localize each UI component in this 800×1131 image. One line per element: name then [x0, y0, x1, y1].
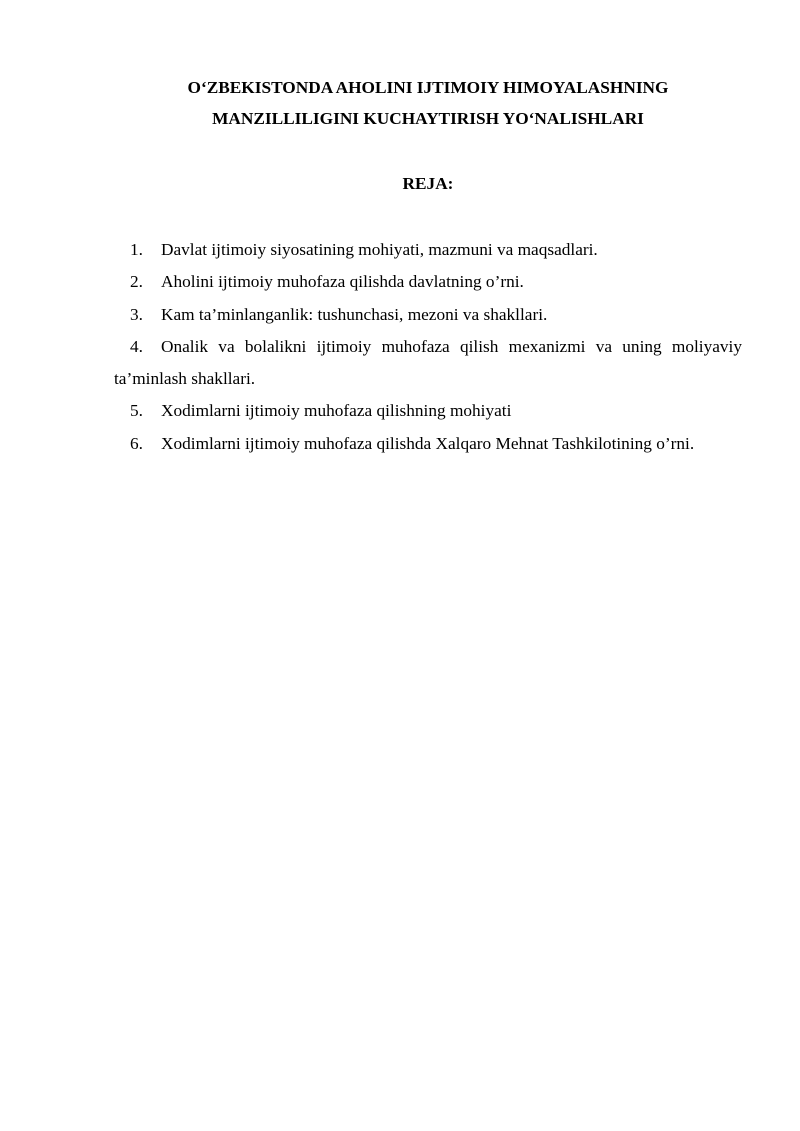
plan-item-number: 5. [130, 401, 143, 421]
plan-item-number: 2. [130, 272, 143, 292]
plan-list [114, 234, 742, 460]
plan-item-text: Kam ta’minlanganlik: tushunchasi, mezoni va shakllari. [161, 304, 548, 324]
plan-item-number: 1. [130, 240, 143, 259]
plan-item-text: Onalik va bolalikni ijtimoiy muhofaza qilish mexanizmi va uning moliyaviy ta’minlash shakllari. [114, 336, 742, 389]
plan-item [114, 299, 742, 331]
plan-heading: REJA: [402, 174, 454, 193]
plan-item [114, 331, 742, 396]
plan-item [114, 266, 742, 298]
plan-item-text: Xodimlarni ijtimoiy muhofaza qilishda Xalqaro Mehnat Tashkilotining o’rni. [161, 433, 695, 453]
title-line-2: MANZILLILIGINI KUCHAYTIRISH YO‘NALISHLARI [212, 109, 644, 128]
plan-item [114, 428, 742, 460]
plan-item-text: Davlat ijtimoiy siyosatining mohiyati, mazmuni va maqsadlari. [161, 240, 598, 259]
plan-item-text: Aholini ijtimoiy muhofaza qilishda davlatning o’rni. [161, 272, 524, 292]
plan-item-number: 4. [130, 336, 143, 356]
plan-item-text: Xodimlarni ijtimoiy muhofaza qilishning mohiyati [161, 401, 512, 421]
plan-item-number: 3. [130, 304, 143, 324]
title-line-1: O‘ZBEKISTONDA AHOLINI IJTIMOIY HIMOYALASHNING [187, 78, 669, 97]
plan-item [114, 395, 742, 427]
plan-item [114, 234, 742, 266]
plan-item-number: 6. [130, 433, 143, 453]
document-title [100, 72, 756, 134]
